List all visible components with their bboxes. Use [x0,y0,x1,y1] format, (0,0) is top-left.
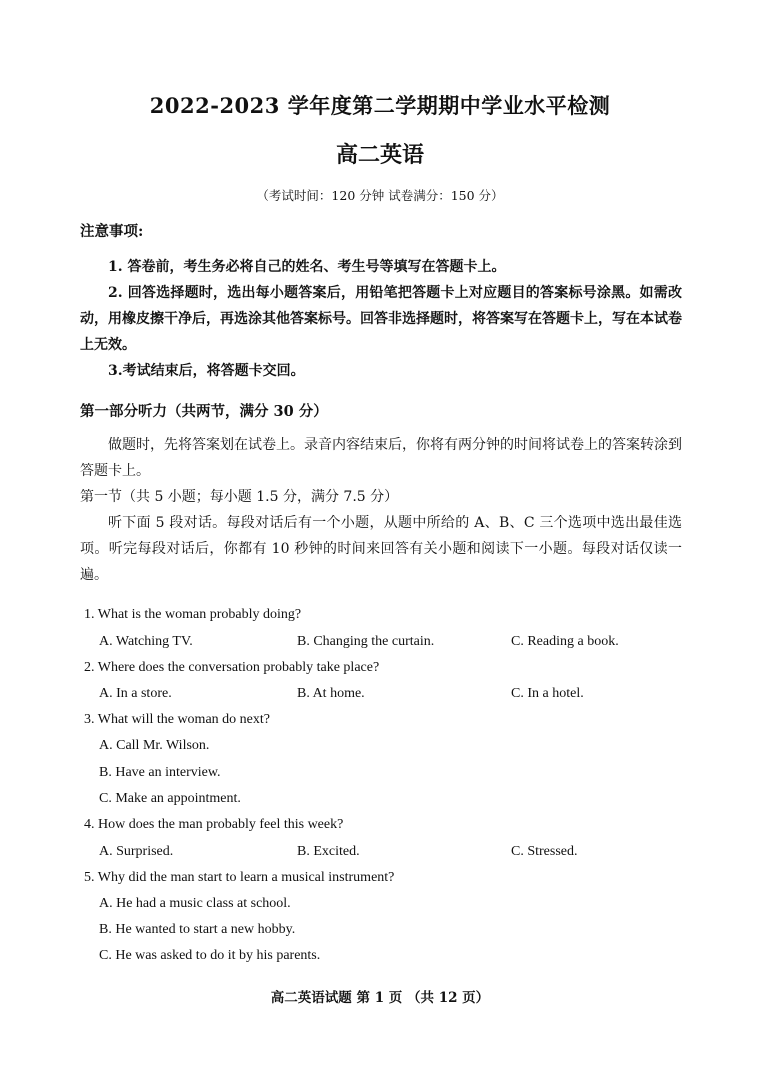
exam-subject: 高二英语 [335,142,424,168]
option-b: B. He wanted to start a new hobby. [99,922,296,937]
part1-heading: 第一部分听力（共两节，满分 30 分） [80,403,328,420]
question-text: 5. Why did the man start to learn a musical instrument? [84,870,395,885]
notice-item: 2. 回答选择题时，选出每小题答案后，用铅笔把答题卡上对应题目的答案标号涂黑。如需改动，用橡皮擦干净后，再选涂其他答案标号。回答非选择题时，将答案写在答题卡上，写在本试卷上无效。 [80,285,682,353]
option-b: B. Excited. [297,844,360,859]
option-b: B. At home. [297,686,365,701]
question-text: 4. How does the man probably feel this week? [84,817,344,832]
question-text: 2. Where does the conversation probably take place? [84,660,380,675]
notice-item: 3.考试结束后，将答题卡交回。 [108,363,305,379]
option-a: A. Surprised. [99,844,174,859]
option-a: A. He had a music class at school. [99,896,291,911]
option-c: C. Reading a book. [511,634,619,649]
option-a: A. Call Mr. Wilson. [99,738,210,753]
option-b: B. Have an interview. [99,765,221,780]
option-a: A. In a store. [99,686,172,701]
question-text: 1. What is the woman probably doing? [84,607,302,622]
page-footer: 高二英语试题 第 1 页 （共 12 页） [270,990,490,1006]
section-title: 第一节（共 5 小题；每小题 1.5 分，满分 7.5 分） [80,489,399,505]
section-intro: 听下面 5 段对话。每段对话后有一个小题，从题中所给的 A、B、C 三个选项中选出最佳选项。听完每段对话后，你都有 10 秒钟的时间来回答有关小题和阅读下一小题。每段对话仅读一遍。 [80,515,682,583]
notice-list [80,254,682,384]
option-c: C. Stressed. [511,844,578,859]
option-c: C. He was asked to do it by his parents. [99,948,321,963]
option-a: A. Watching TV. [99,634,193,649]
part1-intro: 做题时，先将答案划在试卷上。录音内容结束后，你将有两分钟的时间将试卷上的答案转涂到答题卡上。 [80,437,682,479]
option-c: C. In a hotel. [511,686,584,701]
notice-item: 1. 答卷前，考生务必将自己的姓名、考生号等填写在答题卡上。 [108,259,506,275]
option-b: B. Changing the curtain. [297,634,435,649]
notice-heading: 注意事项: [80,223,144,240]
part1-body [80,432,682,588]
exam-info: （考试时间：120 分钟 试卷满分：150 分） [256,188,504,203]
option-c: C. Make an appointment. [99,791,241,806]
question-text: 3. What will the woman do next? [84,712,270,727]
exam-title: 2022-2023 学年度第二学期期中学业水平检测 [149,93,611,118]
